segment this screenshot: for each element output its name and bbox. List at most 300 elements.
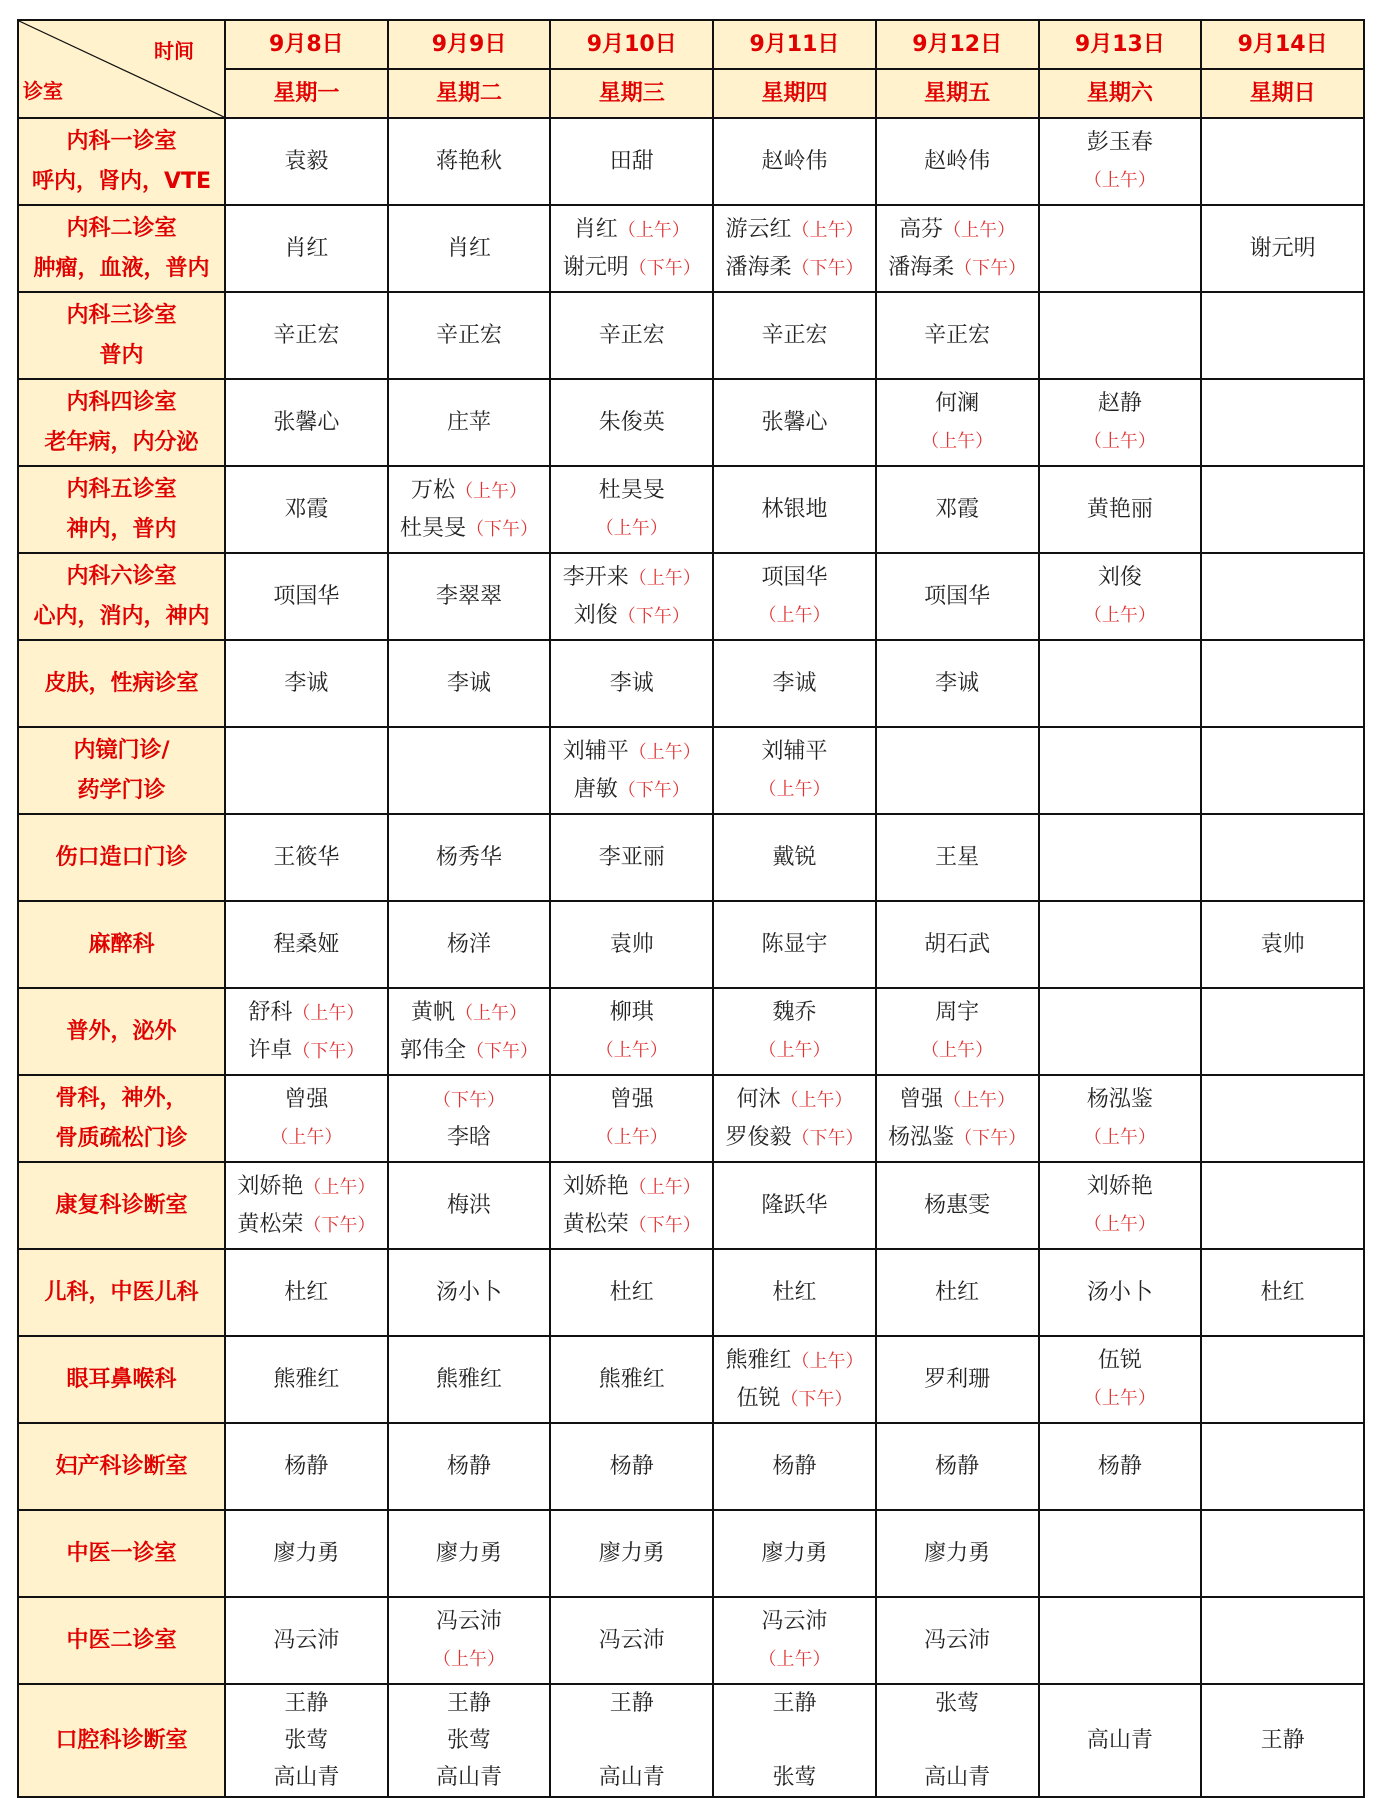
schedule-cell xyxy=(550,988,713,1075)
schedule-cell xyxy=(713,118,876,205)
schedule-cell xyxy=(713,901,876,988)
schedule-cell xyxy=(1201,1336,1364,1423)
doctor-line xyxy=(226,839,387,876)
session-tag: （上午） xyxy=(617,219,690,241)
schedule-cell xyxy=(713,1075,876,1162)
doctor-name: 杨秀华 xyxy=(436,845,503,870)
doctor-line xyxy=(877,1031,1038,1069)
room-label: 内科三诊室 xyxy=(66,302,177,328)
doctor-name: 黄帆 xyxy=(411,999,456,1025)
doctor-name: 熊雅红 xyxy=(273,1367,340,1392)
schedule-cell xyxy=(550,1510,713,1597)
doctor-name: 隆跃华 xyxy=(761,1193,828,1218)
schedule-cell xyxy=(876,1423,1039,1510)
session-tag: （上午） xyxy=(270,1127,343,1148)
room-header-cell xyxy=(18,1510,225,1597)
schedule-row xyxy=(18,379,1364,466)
schedule-cell xyxy=(388,727,551,814)
doctor-line xyxy=(877,1119,1038,1157)
doctor-line xyxy=(551,211,712,249)
doctor-name: 杨泓鉴 xyxy=(1086,1087,1153,1112)
doctor-name: 李诚 xyxy=(284,671,329,696)
doctor-line xyxy=(226,665,387,702)
doctor-name: 高芬 xyxy=(899,216,944,242)
schedule-cell xyxy=(1201,1597,1364,1684)
schedule-cell xyxy=(388,814,551,901)
doctor-line xyxy=(877,839,1038,876)
schedule-cell xyxy=(225,727,388,814)
room-header-cell xyxy=(18,466,225,553)
doctor-line xyxy=(714,665,875,702)
doctor-line xyxy=(877,1081,1038,1119)
schedule-cell xyxy=(388,988,551,1075)
doctor-name: 曾强 xyxy=(284,1087,329,1112)
schedule-cell xyxy=(225,205,388,292)
room-label: 内科一诊室 xyxy=(66,128,177,154)
session-tag: （下午） xyxy=(780,1388,853,1410)
doctor-name: 高山青 xyxy=(1086,1728,1153,1753)
schedule-cell xyxy=(876,466,1039,553)
doctor-line xyxy=(714,491,875,528)
schedule-cell xyxy=(713,379,876,466)
date-header: 9月13日 xyxy=(1039,20,1202,69)
schedule-cell xyxy=(1201,379,1364,466)
schedule-cell xyxy=(876,292,1039,379)
schedule-row xyxy=(18,1510,1364,1597)
doctor-line xyxy=(877,491,1038,528)
room-label: 内镜门诊/ xyxy=(73,737,170,763)
schedule-cell xyxy=(876,118,1039,205)
schedule-row xyxy=(18,1249,1364,1336)
doctor-line xyxy=(389,510,550,548)
schedule-cell xyxy=(550,1336,713,1423)
doctor-line xyxy=(389,1759,550,1796)
doctor-line xyxy=(877,926,1038,963)
doctor-name: 李晗 xyxy=(447,1125,492,1150)
room-label: 心内，消内，神内 xyxy=(33,603,210,629)
doctor-name: 项国华 xyxy=(924,584,991,609)
doctor-name: 曾强 xyxy=(609,1087,654,1112)
doctor-name: 王静 xyxy=(447,1691,492,1716)
room-header-cell xyxy=(18,205,225,292)
doctor-name: 冯云沛 xyxy=(598,1628,665,1653)
weekday-header: 星期四 xyxy=(713,69,876,118)
doctor-line xyxy=(1040,1722,1201,1759)
session-tag: （下午） xyxy=(628,257,701,279)
session-tag: （上午） xyxy=(292,1002,365,1024)
doctor-line xyxy=(1202,230,1363,267)
doctor-name: 罗利珊 xyxy=(924,1367,991,1392)
room-header-cell xyxy=(18,292,225,379)
doctor-line xyxy=(714,1274,875,1311)
schedule-cell xyxy=(225,1249,388,1336)
schedule-cell xyxy=(388,1249,551,1336)
doctor-line xyxy=(226,1759,387,1796)
clinic-schedule-table xyxy=(17,19,1365,1798)
room-header-cell xyxy=(18,379,225,466)
room-label: 肿瘤，血液，普内 xyxy=(33,255,210,281)
doctor-line xyxy=(1040,1448,1201,1485)
doctor-name: 杨惠雯 xyxy=(924,1193,991,1218)
weekday-header: 星期日 xyxy=(1201,69,1364,118)
doctor-line xyxy=(226,143,387,180)
doctor-line xyxy=(714,1081,875,1119)
doctor-name: 肖红 xyxy=(447,236,492,261)
doctor-line xyxy=(551,143,712,180)
schedule-cell xyxy=(1039,466,1202,553)
room-label: 麻醉科 xyxy=(88,931,155,957)
schedule-cell xyxy=(550,379,713,466)
schedule-cell xyxy=(713,292,876,379)
doctor-line xyxy=(1040,1379,1201,1417)
schedule-cell xyxy=(1201,640,1364,727)
schedule-cell xyxy=(225,901,388,988)
doctor-line xyxy=(714,1535,875,1572)
schedule-cell xyxy=(550,1162,713,1249)
schedule-cell xyxy=(388,466,551,553)
doctor-name: 朱俊英 xyxy=(598,410,665,435)
doctor-line xyxy=(226,317,387,354)
schedule-cell xyxy=(388,205,551,292)
schedule-cell xyxy=(713,1162,876,1249)
doctor-line xyxy=(389,1685,550,1722)
session-tag: （上午） xyxy=(628,741,701,763)
session-tag: （上午） xyxy=(758,1649,831,1670)
schedule-row xyxy=(18,205,1364,292)
doctor-line xyxy=(226,1206,387,1244)
schedule-cell xyxy=(876,814,1039,901)
doctor-line xyxy=(389,1187,550,1224)
doctor-name: 赵岭伟 xyxy=(924,149,991,174)
doctor-name: 赵静 xyxy=(1097,391,1142,416)
doctor-line xyxy=(714,1640,875,1678)
doctor-name: 张莺 xyxy=(447,1728,492,1753)
doctor-line xyxy=(714,994,875,1031)
doctor-line xyxy=(551,1622,712,1659)
doctor-name: 冯云沛 xyxy=(761,1609,828,1634)
room-label: 中医一诊室 xyxy=(66,1540,177,1566)
doctor-line xyxy=(551,771,712,809)
doctor-name: 肖红 xyxy=(284,236,329,261)
schedule-row xyxy=(18,1336,1364,1423)
session-tag: （上午） xyxy=(1083,1127,1156,1148)
room-header-cell xyxy=(18,118,225,205)
doctor-name: 杜昊旻 xyxy=(598,478,665,503)
schedule-cell xyxy=(1039,901,1202,988)
header-row-dates xyxy=(18,20,1364,69)
doctor-line xyxy=(714,1448,875,1485)
doctor-line xyxy=(226,578,387,615)
doctor-line xyxy=(1202,926,1363,963)
doctor-line xyxy=(389,994,550,1032)
session-tag: （上午） xyxy=(780,1089,853,1111)
schedule-cell xyxy=(876,205,1039,292)
room-label: 骨科，神外， xyxy=(55,1085,188,1111)
doctor-name: 李开来 xyxy=(562,564,629,590)
date-header: 9月11日 xyxy=(713,20,876,69)
schedule-cell xyxy=(225,1597,388,1684)
doctor-name: 梅洪 xyxy=(447,1193,492,1218)
doctor-line xyxy=(714,1342,875,1380)
schedule-cell xyxy=(1039,1336,1202,1423)
room-header-cell xyxy=(18,988,225,1075)
schedule-cell xyxy=(1039,988,1202,1075)
room-header-cell xyxy=(18,1597,225,1684)
doctor-name: 曾强 xyxy=(899,1086,944,1112)
doctor-name: 王静 xyxy=(772,1691,817,1716)
schedule-row xyxy=(18,553,1364,640)
session-tag: （上午） xyxy=(1083,1388,1156,1409)
weekday-header: 星期一 xyxy=(225,69,388,118)
room-header-cell xyxy=(18,1075,225,1162)
schedule-cell xyxy=(713,1597,876,1684)
session-tag: （上午） xyxy=(943,219,1016,241)
doctor-name: 邓霞 xyxy=(935,497,980,522)
schedule-cell xyxy=(876,640,1039,727)
doctor-line xyxy=(1040,559,1201,596)
doctor-line xyxy=(1202,1722,1363,1759)
doctor-line xyxy=(877,1722,1038,1759)
doctor-name: 杜昊旻 xyxy=(400,515,467,541)
schedule-cell xyxy=(1201,292,1364,379)
schedule-cell xyxy=(388,1597,551,1684)
doctor-line xyxy=(714,1031,875,1069)
doctor-line xyxy=(1040,1118,1201,1156)
doctor-name: 杨泓鉴 xyxy=(888,1124,955,1150)
doctor-line xyxy=(551,1031,712,1069)
doctor-name: 杜红 xyxy=(772,1280,817,1305)
schedule-cell xyxy=(713,640,876,727)
doctor-line xyxy=(877,211,1038,249)
doctor-name: 柳琪 xyxy=(609,1000,654,1025)
room-label: 康复科诊断室 xyxy=(55,1192,188,1218)
schedule-cell xyxy=(713,1336,876,1423)
doctor-line xyxy=(226,230,387,267)
session-tag: （下午） xyxy=(433,1090,506,1111)
doctor-line xyxy=(1040,161,1201,199)
session-tag: （下午） xyxy=(954,1127,1027,1149)
doctor-name: 黄艳丽 xyxy=(1086,497,1153,522)
doctor-name: 高山青 xyxy=(598,1765,665,1790)
schedule-cell xyxy=(550,553,713,640)
doctor-line xyxy=(1202,1274,1363,1311)
schedule-cell xyxy=(225,988,388,1075)
weekday-header: 星期六 xyxy=(1039,69,1202,118)
doctor-name: 杜红 xyxy=(609,1280,654,1305)
doctor-line xyxy=(714,926,875,963)
doctor-name: 邓霞 xyxy=(284,497,329,522)
schedule-cell xyxy=(1039,1423,1202,1510)
doctor-line xyxy=(551,665,712,702)
schedule-cell xyxy=(713,1684,876,1797)
schedule-cell xyxy=(225,379,388,466)
schedule-cell xyxy=(1201,1075,1364,1162)
doctor-name: 庄苹 xyxy=(447,410,492,435)
schedule-cell xyxy=(713,814,876,901)
schedule-cell xyxy=(225,466,388,553)
doctor-line xyxy=(877,1535,1038,1572)
doctor-line xyxy=(389,1119,550,1156)
schedule-cell xyxy=(225,640,388,727)
doctor-name: 杨静 xyxy=(935,1454,980,1479)
doctor-line xyxy=(226,1448,387,1485)
session-tag: （下午） xyxy=(303,1214,376,1236)
doctor-name: 杨洋 xyxy=(447,932,492,957)
doctor-line xyxy=(1040,124,1201,161)
doctor-name: 廖力勇 xyxy=(273,1541,340,1566)
doctor-line xyxy=(714,1119,875,1157)
schedule-row xyxy=(18,1684,1364,1797)
doctor-line xyxy=(389,1081,550,1119)
session-tag: （上午） xyxy=(758,1040,831,1061)
room-label: 骨质疏松门诊 xyxy=(55,1125,188,1151)
doctor-line xyxy=(877,578,1038,615)
doctor-line xyxy=(1040,1081,1201,1118)
doctor-name: 潘海柔 xyxy=(725,254,792,280)
schedule-cell xyxy=(550,205,713,292)
doctor-name: 李亚丽 xyxy=(598,845,665,870)
doctor-name: 辛正宏 xyxy=(924,323,991,348)
doctor-name: 王静 xyxy=(609,1691,654,1716)
session-tag: （下午） xyxy=(628,1214,701,1236)
room-label: 神内，普内 xyxy=(66,516,177,542)
doctor-line xyxy=(714,1603,875,1640)
schedule-cell xyxy=(876,1075,1039,1162)
doctor-name: 万松 xyxy=(411,477,456,503)
doctor-name: 伍锐 xyxy=(736,1385,781,1411)
schedule-cell xyxy=(1201,553,1364,640)
room-header-cell xyxy=(18,1249,225,1336)
doctor-line xyxy=(389,1603,550,1640)
schedule-cell xyxy=(388,1510,551,1597)
doctor-line xyxy=(714,1685,875,1722)
session-tag: （下午） xyxy=(954,257,1027,279)
doctor-line xyxy=(389,665,550,702)
doctor-name: 刘俊 xyxy=(1097,565,1142,590)
doctor-name: 林银地 xyxy=(761,497,828,522)
room-header-cell xyxy=(18,1423,225,1510)
room-label: 呼内，肾内，VTE xyxy=(31,168,212,194)
doctor-line xyxy=(714,1722,875,1759)
doctor-line xyxy=(1040,596,1201,634)
doctor-line xyxy=(877,1274,1038,1311)
doctor-name: 杨静 xyxy=(447,1454,492,1479)
doctor-name: 伍锐 xyxy=(1097,1348,1142,1373)
doctor-name: 高山青 xyxy=(924,1765,991,1790)
schedule-cell xyxy=(713,466,876,553)
doctor-name: 冯云沛 xyxy=(924,1628,991,1653)
doctor-line xyxy=(389,1535,550,1572)
schedule-cell xyxy=(550,727,713,814)
doctor-name: 罗俊毅 xyxy=(725,1124,792,1150)
session-tag: （上午） xyxy=(433,1649,506,1670)
schedule-cell xyxy=(550,1075,713,1162)
schedule-cell xyxy=(388,292,551,379)
doctor-line xyxy=(389,1032,550,1070)
doctor-line xyxy=(551,1361,712,1398)
doctor-name: 高山青 xyxy=(436,1765,503,1790)
doctor-name: 冯云沛 xyxy=(436,1609,503,1634)
doctor-name: 王星 xyxy=(935,845,980,870)
schedule-row xyxy=(18,292,1364,379)
doctor-line xyxy=(877,143,1038,180)
schedule-cell xyxy=(1039,814,1202,901)
date-header: 9月14日 xyxy=(1201,20,1364,69)
doctor-line xyxy=(551,1722,712,1759)
doctor-name: 唐敏 xyxy=(573,776,618,802)
doctor-line xyxy=(551,404,712,441)
doctor-name: 刘娇艳 xyxy=(237,1173,304,1199)
corner-header-cell xyxy=(18,20,225,118)
doctor-line xyxy=(877,1622,1038,1659)
schedule-cell xyxy=(225,118,388,205)
doctor-line xyxy=(714,1187,875,1224)
session-tag: （下午） xyxy=(617,605,690,627)
room-header-cell xyxy=(18,640,225,727)
doctor-name: 杨静 xyxy=(609,1454,654,1479)
doctor-line xyxy=(877,385,1038,422)
doctor-name: 谢元明 xyxy=(1249,236,1316,261)
doctor-line xyxy=(1040,1274,1201,1311)
room-label: 普内 xyxy=(99,342,144,368)
schedule-cell xyxy=(550,466,713,553)
doctor-name: 蒋艳秋 xyxy=(436,149,503,174)
doctor-name: 田甜 xyxy=(609,149,654,174)
doctor-line xyxy=(551,1759,712,1796)
date-header: 9月10日 xyxy=(550,20,713,69)
doctor-name: 张莺 xyxy=(284,1728,329,1753)
doctor-name: 汤小卜 xyxy=(1086,1280,1153,1305)
doctor-name: 袁帅 xyxy=(609,932,654,957)
doctor-line xyxy=(551,1168,712,1206)
doctor-line xyxy=(1040,422,1201,460)
room-label: 口腔科诊断室 xyxy=(55,1727,188,1753)
schedule-cell xyxy=(1201,1423,1364,1510)
doctor-line xyxy=(877,994,1038,1031)
schedule-row xyxy=(18,988,1364,1075)
session-tag: （上午） xyxy=(595,518,668,539)
schedule-cell xyxy=(1201,466,1364,553)
schedule-cell xyxy=(1039,640,1202,727)
schedule-row xyxy=(18,1423,1364,1510)
doctor-line xyxy=(389,839,550,876)
doctor-line xyxy=(389,926,550,963)
doctor-name: 熊雅红 xyxy=(725,1347,792,1373)
doctor-name xyxy=(628,1728,635,1753)
room-label: 普外，泌外 xyxy=(66,1018,177,1044)
doctor-name: 李诚 xyxy=(609,671,654,696)
schedule-cell xyxy=(388,1075,551,1162)
doctor-line xyxy=(1040,1342,1201,1379)
schedule-row xyxy=(18,901,1364,988)
doctor-line xyxy=(226,1361,387,1398)
session-tag: （上午） xyxy=(921,1040,994,1061)
doctor-line xyxy=(551,839,712,876)
schedule-cell xyxy=(225,1510,388,1597)
schedule-cell xyxy=(1039,553,1202,640)
doctor-line xyxy=(877,1685,1038,1722)
schedule-cell xyxy=(1201,988,1364,1075)
doctor-line xyxy=(551,317,712,354)
doctor-line xyxy=(551,1685,712,1722)
session-tag: （上午） xyxy=(758,605,831,626)
doctor-name: 潘海柔 xyxy=(888,254,955,280)
doctor-line xyxy=(714,1380,875,1418)
doctor-line xyxy=(877,249,1038,287)
weekday-header: 星期五 xyxy=(876,69,1039,118)
doctor-name: 黄松荣 xyxy=(562,1211,629,1237)
session-tag: （上午） xyxy=(303,1176,376,1198)
